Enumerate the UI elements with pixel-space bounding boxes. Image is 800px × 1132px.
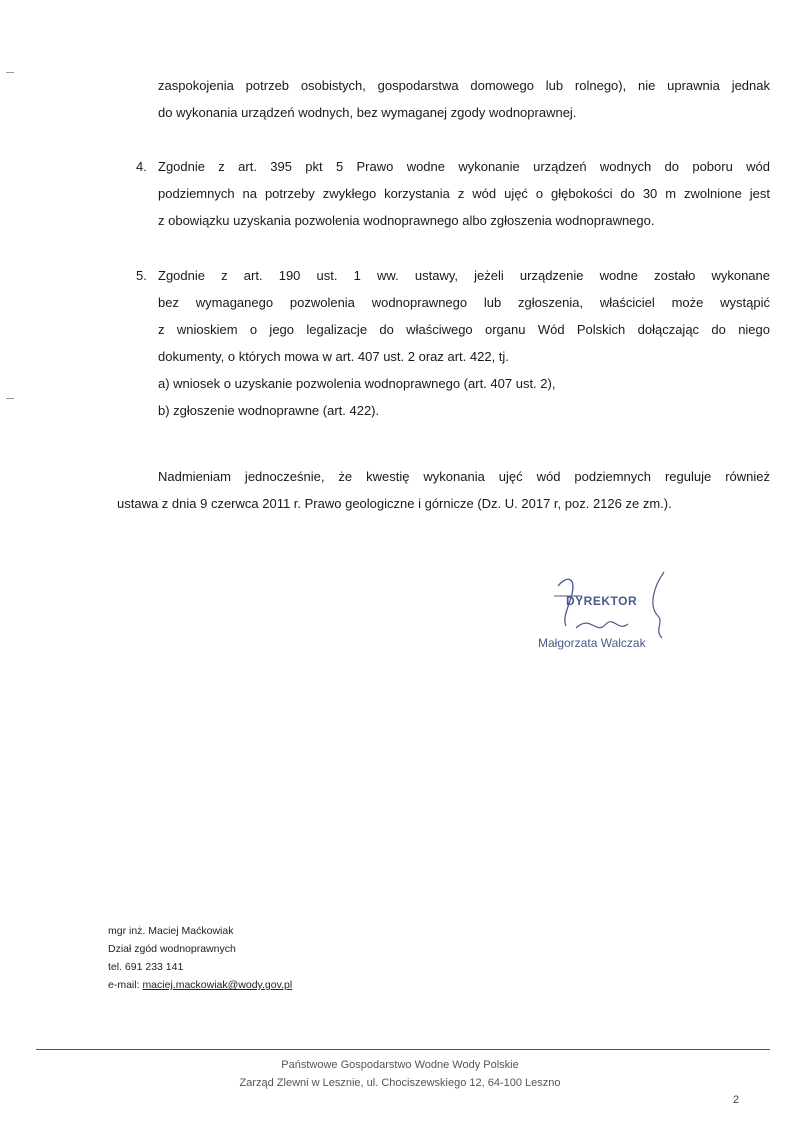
contact-phone: tel. 691 233 141 xyxy=(108,961,184,973)
item-4-line-3: z obowiązku uzyskania pozwolenia wodnoprawnego albo zgłoszenia wodnoprawnego. xyxy=(158,213,655,228)
item-5-line-4: dokumenty, o których mowa w art. 407 ust. 2 oraz art. 422, tj. xyxy=(158,349,509,364)
contact-name: mgr inż. Maciej Maćkowiak xyxy=(108,925,234,937)
signature-name: Małgorzata Walczak xyxy=(538,636,646,650)
footer-line-2: Zarząd Zlewni w Lesznie, ul. Chociszewskiego 12, 64-100 Leszno xyxy=(239,1077,561,1089)
item-4-line-2: podziemnych na potrzeby zwykłego korzystania z wód ujęć o głębokości do 30 m zwolnione jest xyxy=(158,186,770,201)
item-5-line-3: z wnioskiem o jego legalizacje do właściwego organu Wód Polskich dołączając do niego xyxy=(158,322,770,337)
page-number: 2 xyxy=(733,1094,740,1106)
footer-line-1: Państwowe Gospodarstwo Wodne Wody Polskie xyxy=(281,1059,519,1071)
footer-divider xyxy=(36,1049,770,1050)
item-5-subitem-a: a) wniosek o uzyskanie pozwolenia wodnoprawnego (art. 407 ust. 2), xyxy=(158,376,556,391)
margin-mark xyxy=(6,72,14,73)
contact-email-label: e-mail: xyxy=(108,979,143,991)
continuation-line-2: do wykonania urządzeń wodnych, bez wymaganej zgody wodnoprawnej. xyxy=(158,105,577,120)
continuation-line-1: zaspokojenia potrzeb osobistych, gospodarstwa domowego lub rolnego), nie uprawnia jednak xyxy=(158,78,770,93)
item-5-line-1: Zgodnie z art. 190 ust. 1 ww. ustawy, jeżeli urządzenie wodne zostało wykonane xyxy=(158,268,770,283)
signature-title: DYREKTOR xyxy=(566,594,638,608)
item-4-line-1: Zgodnie z art. 395 pkt 5 Prawo wodne wykonanie urządzeń wodnych do poboru wód xyxy=(158,159,770,174)
closing-line-1: Nadmieniam jednocześnie, że kwestię wykonania ujęć wód podziemnych reguluje również xyxy=(158,469,770,484)
item-4-number: 4. xyxy=(136,159,147,174)
signature-block xyxy=(536,566,676,656)
contact-department: Dział zgód wodnoprawnych xyxy=(108,943,236,955)
closing-line-2: ustawa z dnia 9 czerwca 2011 r. Prawo geologiczne i górnicze (Dz. U. 2017 r, poz. 2126 ze zm.). xyxy=(117,496,672,511)
contact-email-link[interactable]: maciej.mackowiak@wody.gov.pl xyxy=(142,979,293,991)
item-5-number: 5. xyxy=(136,268,147,283)
margin-mark xyxy=(6,398,14,399)
contact-email-line xyxy=(108,976,292,994)
item-5-line-2: bez wymaganego pozwolenia wodnoprawnego lub zgłoszenia, właściciel może wystąpić xyxy=(158,295,770,310)
item-5-subitem-b: b) zgłoszenie wodnoprawne (art. 422). xyxy=(158,403,380,418)
